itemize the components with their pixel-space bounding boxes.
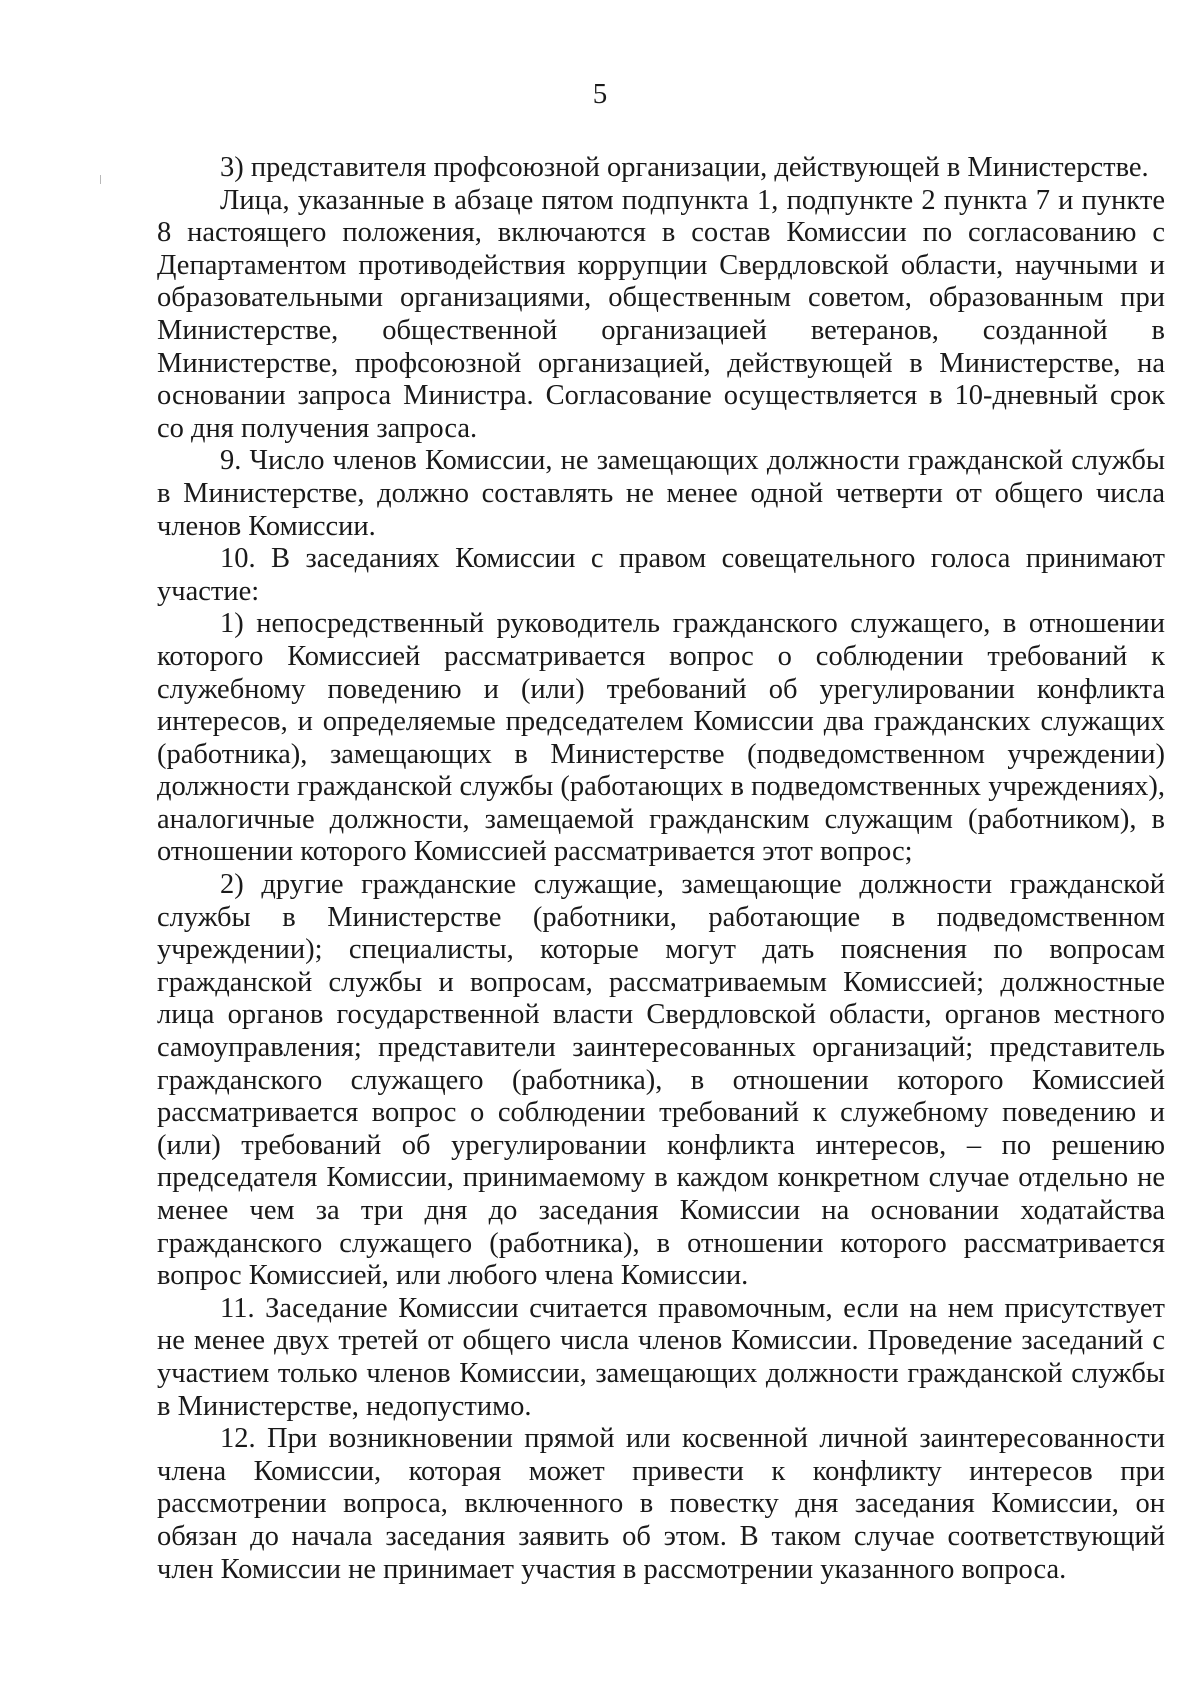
scan-margin-mark bbox=[100, 175, 101, 184]
document-body bbox=[157, 152, 1165, 1586]
paragraph-clause-10-item-2: 2) другие гражданские служащие, замещающие должности гражданской службы в Министерстве (работники, работающие в подведомственном учреждении); специалисты, которые могут дать пояснения по вопросам гражданской службы и вопросам, рассматриваемым Комиссией; должностные лица органов государственной власти Свердловской области, органов местного самоуправления; представители заинтересованных организаций; представитель гражданского служащего (работника), в отношении которого Комиссией рассматривается вопрос о соблюдении требований к служебному поведению и (или) требований об урегулировании конфликта интересов, – по решению председателя Комиссии, принимаемому в каждом конкретном случае отдельно не менее чем за три дня до заседания Комиссии на основании ходатайства гражданского служащего (работника), в отношении которого рассматривается вопрос Комиссией, или любого члена Комиссии. bbox=[157, 869, 1165, 1292]
paragraph-agreement-procedure: Лица, указанные в абзаце пятом подпункта 1, подпункте 2 пункта 7 и пункте 8 настоящего положения, включаются в состав Комиссии по согласованию с Департаментом противодействия коррупции Свердловской области, научными и образовательными организациями, общественным советом, образованным при Министерстве, общественной организацией ветеранов, созданной в Министерстве, профсоюзной организацией, действующей в Министерстве, на основании запроса Министра. Согласование осуществляется в 10-дневный срок со дня получения запроса. bbox=[157, 184, 1165, 444]
paragraph-item-3-trade-union: 3) представителя профсоюзной организации, действующей в Министерстве. bbox=[220, 152, 1149, 183]
paragraph-clause-10-item-1: 1) непосредственный руководитель гражданского служащего, в отношении которого Комиссией рассматривается вопрос о соблюдении требований к служебному поведению и (или) требований об урегулировании конфликта интересов, и определяемые председателем Комиссии два гражданских служащих (работника), замещающих в Министерстве (подведомственном учреждении) должности гражданской службы (работающих в подведомственных учреждениях), аналогичные должности, замещаемой гражданским служащим (работником), в отношении которого Комиссией рассматривается этот вопрос; bbox=[157, 608, 1165, 868]
paragraph-clause-9: 9. Число членов Комиссии, не замещающих должности гражданской службы в Министерстве, должно составлять не менее одной четверти от общего числа членов Комиссии. bbox=[157, 445, 1165, 542]
page-number: 5 bbox=[592, 78, 608, 110]
paragraph-clause-12: 12. При возникновении прямой или косвенной личной заинтересованности члена Комиссии, которая может привести к конфликту интересов при рассмотрении вопроса, включенного в повестку дня заседания Комиссии, он обязан до начала заседания заявить об этом. В таком случае соответствующий член Комиссии не принимает участия в рассмотрении указанного вопроса. bbox=[157, 1423, 1165, 1585]
paragraph-clause-10: 10. В заседаниях Комиссии с правом совещательного голоса принимают участие: bbox=[157, 543, 1165, 607]
paragraph-clause-11: 11. Заседание Комиссии считается правомочным, если на нем присутствует не менее двух третей от общего числа членов Комиссии. Проведение заседаний с участием только членов Комиссии, замещающих должности гражданской службы в Министерстве, недопустимо. bbox=[157, 1292, 1165, 1422]
